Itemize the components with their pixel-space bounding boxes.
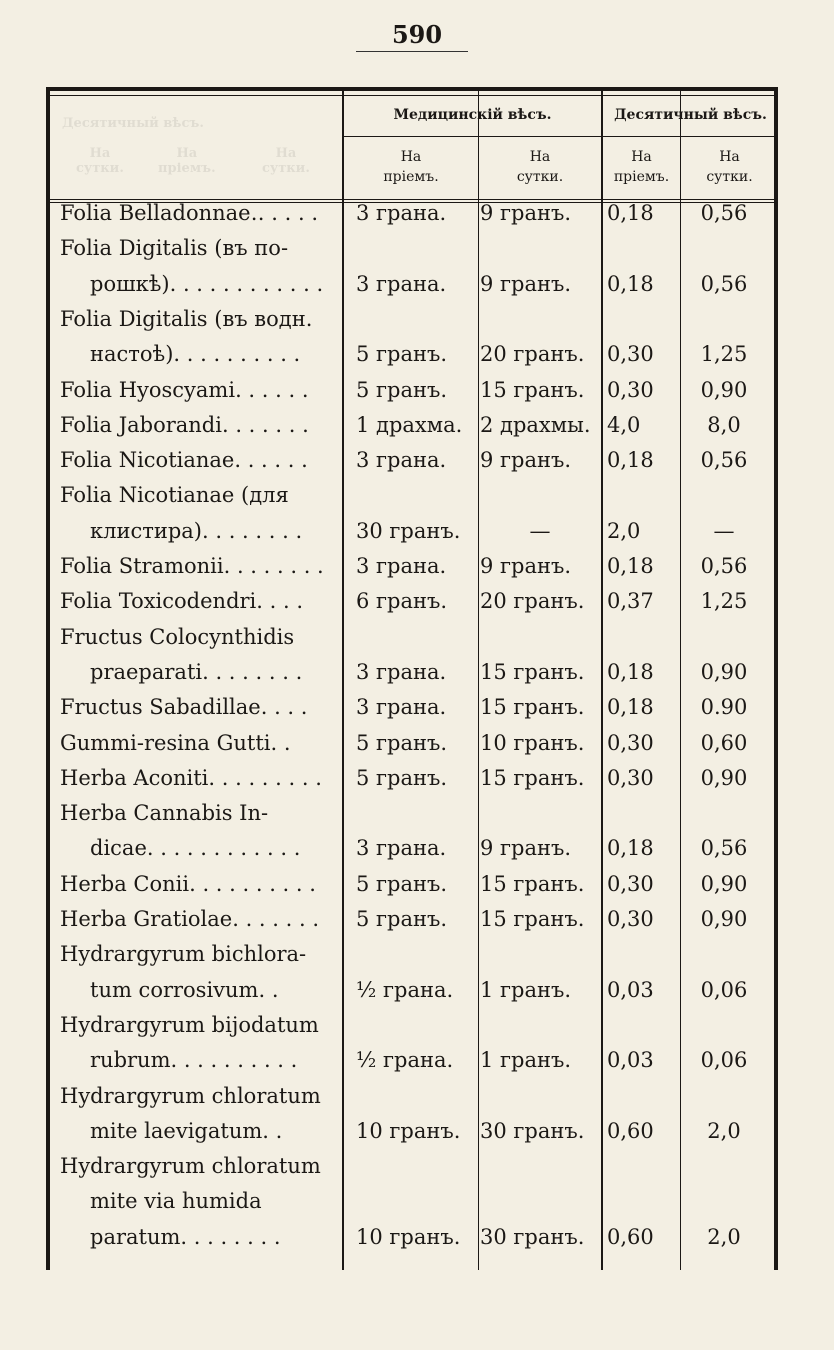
decimal-daily: 0,06 [700, 977, 748, 1002]
drug-name: Folia Digitalis (въ по- [60, 236, 289, 261]
group-header-decimal: Десятичный вѣсъ. [614, 107, 767, 123]
decimal-dose: 0,18 [607, 836, 654, 861]
medical-dose: 5 гранъ. [356, 907, 448, 931]
medical-daily: 15 гранъ. [480, 765, 585, 790]
header-dec-day: На сутки. [706, 149, 753, 185]
leader-dots: . . . . . . . . . . [189, 871, 316, 896]
medical-daily: 10 гранъ. [480, 730, 585, 755]
table-row [0, 1042, 834, 1078]
leader-dots: . . . . . . . . [180, 1224, 281, 1249]
medical-dose: 3 грана. [356, 554, 447, 578]
table-row [0, 866, 834, 902]
leader-dots: . . . . . . . . [202, 518, 303, 543]
table-row [0, 654, 834, 690]
ghost-group-label: Десятичный вѣсъ. [62, 116, 204, 131]
drug-name: Folia Toxicodendri. . . . [60, 589, 304, 614]
decimal-daily: 0,90 [700, 765, 748, 790]
table-row [0, 513, 834, 549]
medical-dose: 5 гранъ. [356, 765, 448, 790]
table-row [0, 619, 834, 655]
medical-dose: ½ грана. [356, 1048, 454, 1073]
table-row [0, 372, 834, 408]
decimal-daily: 0,06 [700, 1048, 748, 1073]
leader-dots: . . . . . . . . . . . . [169, 271, 324, 296]
leader-dots: . . [258, 977, 279, 1002]
decimal-daily: 0,56 [700, 836, 748, 861]
table-row [0, 477, 834, 513]
drug-name: mite laevigatum. . [90, 1118, 283, 1143]
ghost-col-c: На сутки. [262, 146, 310, 176]
medical-daily: 20 гранъ. [480, 589, 585, 614]
leader-dots: . . . . . . . . . . . . [146, 836, 301, 861]
drug-name: rubrum. . . . . . . . . . [90, 1048, 298, 1073]
table-row [0, 1113, 834, 1149]
medical-daily: 9 гранъ. [480, 836, 572, 861]
table-row [0, 266, 834, 302]
table-row [0, 1148, 834, 1184]
decimal-daily: 1,25 [700, 589, 748, 614]
decimal-dose: 0,30 [607, 730, 654, 755]
decimal-daily: 0,56 [700, 554, 748, 578]
leader-dots: . . . . . . . . . . [170, 1048, 298, 1073]
page-number: 590 [391, 20, 443, 49]
drug-name: Herba Cannabis In- [60, 801, 269, 826]
medical-daily: 1 гранъ. [480, 1048, 572, 1073]
table-row [0, 795, 834, 831]
decimal-dose: 0,30 [607, 907, 654, 931]
leader-dots: . . . . . . [235, 377, 309, 402]
medical-daily: 9 гранъ. [480, 271, 572, 296]
drug-name: Hydrargyrum bichlora- [60, 942, 307, 967]
medical-dose: 6 гранъ. [356, 589, 448, 614]
table-row [0, 689, 834, 725]
leader-dots: . . . . . . . [221, 412, 309, 437]
drug-name: Hydrargyrum chloratum [60, 1083, 321, 1108]
ghost-col-b: На пріемъ. [158, 146, 216, 176]
medical-daily: 9 гранъ. [480, 201, 572, 225]
decimal-daily: 0,56 [700, 448, 748, 473]
leader-dots: . . . . . . . . [202, 659, 303, 684]
ghost-col-a: На сутки. [76, 146, 124, 176]
drug-name: Folia Hyoscyami. . . . . . [60, 377, 309, 402]
leader-dots: . . . . [256, 589, 304, 614]
medical-dose: 30 гранъ. [356, 518, 461, 543]
medical-daily: 15 гранъ. [480, 907, 585, 931]
drug-name: Folia Jaborandi. . . . . . . [60, 412, 309, 437]
medical-dose: 1 драхма. [356, 412, 463, 437]
decimal-dose: 0,18 [607, 554, 654, 578]
medical-daily: 2 драхмы. [480, 412, 591, 437]
medical-daily: 15 гранъ. [480, 659, 585, 684]
drug-name: dicae. . . . . . . . . . . . [90, 836, 301, 861]
drug-name: рошкѣ). . . . . . . . . . . . [90, 271, 324, 296]
top-inner-rule [50, 95, 774, 96]
drug-name: Fructus Colocynthidis [60, 624, 295, 649]
leader-dots: . . . . . . [234, 448, 308, 473]
decimal-dose: 0,18 [607, 659, 654, 684]
drug-name: Folia Stramonii. . . . . . . . [60, 554, 324, 578]
leader-dots: . . [262, 1118, 283, 1143]
decimal-daily: 2,0 [707, 1118, 741, 1143]
table-row [0, 583, 834, 619]
medical-daily: 15 гранъ. [480, 377, 585, 402]
medical-dose: 10 гранъ. [356, 1224, 461, 1249]
table-row [0, 972, 834, 1008]
drug-name: Folia Belladonnae‥ . . . . [60, 201, 319, 225]
decimal-daily: 0,90 [700, 377, 748, 402]
decimal-dose: 0,18 [607, 201, 654, 225]
medical-dose: 3 грана. [356, 271, 447, 296]
medical-dose: 3 грана. [356, 659, 447, 684]
decimal-daily: 8,0 [707, 412, 741, 437]
page-number-rule [356, 51, 468, 52]
drug-name: Hydrargyrum chloratum [60, 1154, 321, 1179]
leader-dots: . . . . . . . . . [208, 765, 322, 790]
drug-name: mite via humida [90, 1189, 262, 1214]
decimal-dose: 0,18 [607, 271, 654, 296]
table-row [0, 1078, 834, 1114]
decimal-daily: 0,90 [700, 871, 748, 896]
decimal-dose: 0,30 [607, 871, 654, 896]
decimal-daily: 2,0 [707, 1224, 741, 1249]
table-row [0, 336, 834, 372]
decimal-daily: 0,90 [700, 659, 748, 684]
drug-name: Gummi-resina Gutti. . [60, 730, 291, 755]
medical-dose: 5 гранъ. [356, 377, 448, 402]
drug-name: Herba Aconiti. . . . . . . . . [60, 765, 322, 790]
table-row [0, 936, 834, 972]
medical-dose: 3 грана. [356, 836, 447, 861]
decimal-dose: 0,60 [607, 1118, 654, 1143]
drug-name: Folia Digitalis (въ водн. [60, 306, 313, 331]
decimal-dose: 0,18 [607, 448, 654, 473]
table-row [0, 830, 834, 866]
medical-dose: 3 грана. [356, 201, 447, 225]
header-dec-dose: На пріемъ. [613, 149, 670, 185]
drug-name: Folia Nicotianae. . . . . . [60, 448, 308, 473]
leader-dots: . . . . . . . . [223, 554, 324, 578]
leader-dots: . . . . [260, 695, 308, 720]
table-row [0, 1219, 834, 1255]
medical-daily: 30 гранъ. [480, 1118, 585, 1143]
medical-daily: 1 гранъ. [480, 977, 572, 1002]
header-med-dose: На пріемъ. [383, 149, 439, 185]
decimal-daily: 0,90 [700, 907, 748, 931]
decimal-daily: — [713, 518, 735, 543]
table-row [0, 1183, 834, 1219]
decimal-dose: 4,0 [607, 412, 641, 437]
decimal-dose: 0,30 [607, 342, 654, 367]
table-row [0, 442, 834, 478]
medical-dose: 5 гранъ. [356, 871, 448, 896]
decimal-dose: 0,37 [607, 589, 654, 614]
decimal-dose: 0,60 [607, 1224, 654, 1249]
group-header-medical: Медицинскій вѣсъ. [393, 107, 552, 123]
medical-daily: — [529, 518, 551, 543]
drug-name: tum corrosivum. . [90, 977, 279, 1002]
decimal-dose: 0,03 [607, 1048, 654, 1073]
table-row [0, 1007, 834, 1043]
drug-name: клистира). . . . . . . . [90, 518, 303, 543]
decimal-daily: 0,56 [700, 201, 748, 225]
decimal-dose: 0,30 [607, 377, 654, 402]
leader-dots: . . . . . . . . . . [173, 342, 301, 367]
medical-dose: ½ грана. [356, 977, 454, 1002]
group-header-rule [342, 136, 774, 137]
medical-dose: 10 гранъ. [356, 1118, 461, 1143]
table-row [0, 230, 834, 266]
decimal-daily: 1,25 [700, 342, 748, 367]
drug-name: Herba Conii. . . . . . . . . . [60, 871, 316, 896]
drug-name: paratum. . . . . . . . [90, 1224, 281, 1249]
medical-daily: 15 гранъ. [480, 871, 585, 896]
medical-daily: 30 гранъ. [480, 1224, 585, 1249]
drug-name: praeparati. . . . . . . . [90, 659, 303, 684]
table-row [0, 725, 834, 761]
decimal-dose: 0,03 [607, 977, 654, 1002]
table-row [0, 548, 834, 584]
table-row [0, 407, 834, 443]
drug-name: Hydrargyrum bijodatum [60, 1012, 319, 1037]
medical-dose: 5 гранъ. [356, 730, 448, 755]
medical-daily: 15 гранъ. [480, 695, 585, 720]
medical-daily: 9 гранъ. [480, 554, 572, 578]
decimal-daily: 0,56 [700, 271, 748, 296]
decimal-daily: 0.90 [700, 695, 748, 720]
drug-name: Herba Gratiolae. . . . . . . [60, 907, 319, 931]
table-row [0, 760, 834, 796]
drug-name: Folia Nicotianae (для [60, 483, 289, 508]
drug-name: настоѣ). . . . . . . . . . [90, 342, 301, 367]
medical-dose: 3 грана. [356, 448, 447, 473]
decimal-dose: 0,30 [607, 765, 654, 790]
medical-dose: 5 гранъ. [356, 342, 448, 367]
medical-daily: 20 гранъ. [480, 342, 585, 367]
drug-name: Fructus Sabadillae. . . . [60, 695, 308, 720]
leader-dots: . . [270, 730, 291, 755]
decimal-daily: 0,60 [700, 730, 748, 755]
medical-daily: 9 гранъ. [480, 448, 572, 473]
table-row [0, 901, 834, 937]
decimal-dose: 0,18 [607, 695, 654, 720]
leader-dots: ‥ . . . . [250, 201, 319, 225]
table-row [0, 301, 834, 337]
decimal-dose: 2,0 [607, 518, 641, 543]
header-med-day: На сутки. [516, 149, 564, 185]
medical-dose: 3 грана. [356, 695, 447, 720]
leader-dots: . . . . . . . [232, 907, 319, 931]
table-row [0, 195, 834, 231]
